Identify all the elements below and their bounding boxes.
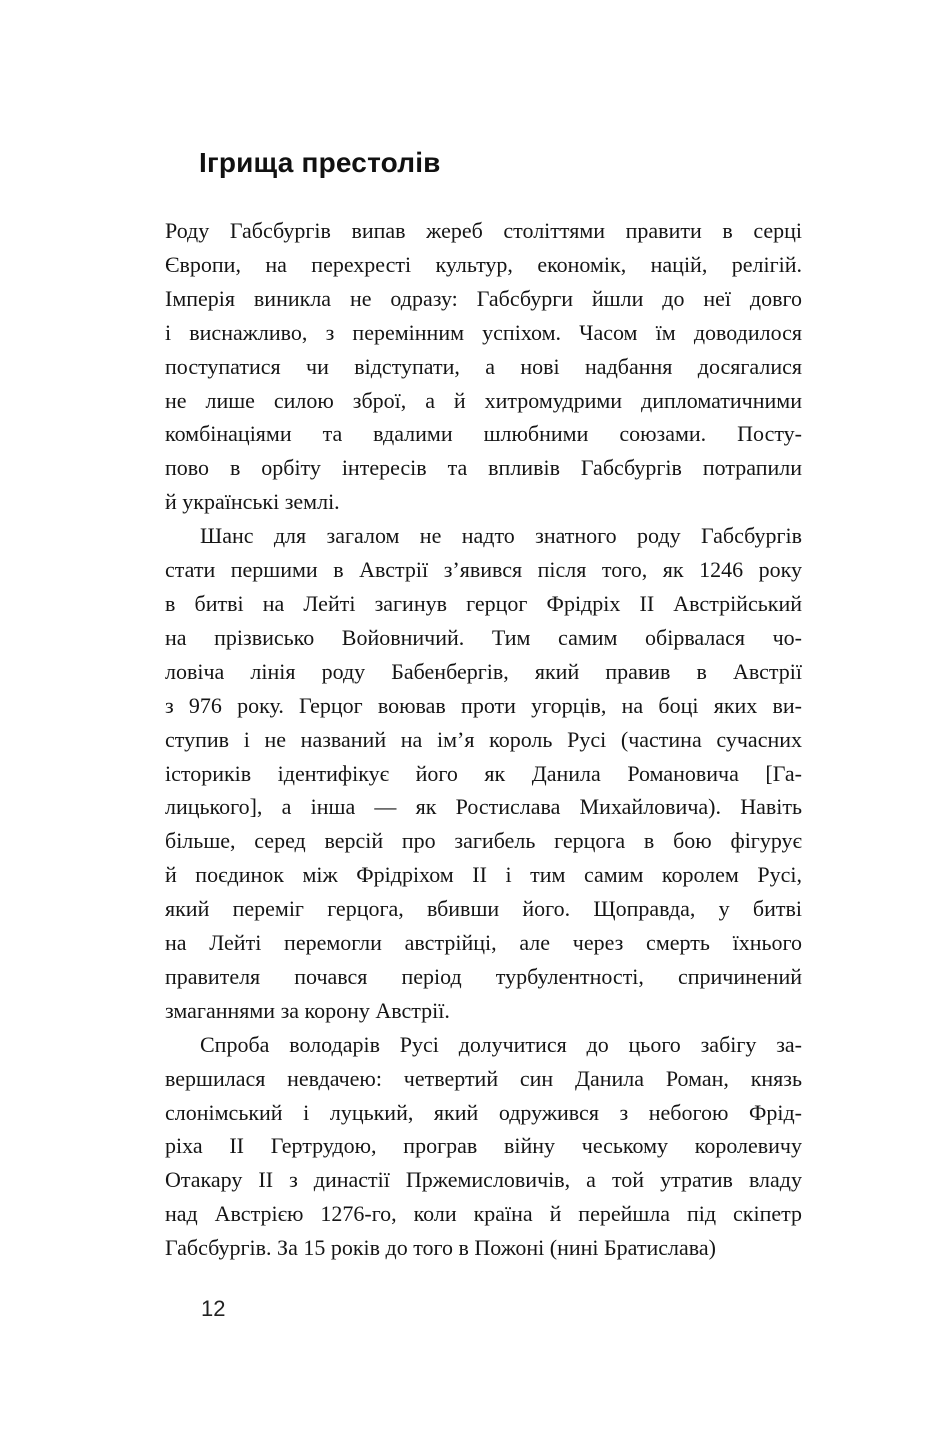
- text-line: з 976 року. Герцог воював проти угорців, на боці яких ви-: [165, 692, 802, 718]
- text-line: й поєдинок між Фрідріхом II і тим самим королем Русі,: [165, 862, 802, 888]
- text-line: стати першими в Австрії з’явився після того, як 1246 року: [165, 557, 802, 583]
- text-line: Габсбургів. За 15 років до того в Пожоні (нині Братислава): [165, 1235, 716, 1261]
- text-line: й українські землі.: [165, 489, 340, 515]
- text-line: Імперія виникла не одразу: Габсбурги йшли до неї довго: [165, 285, 802, 311]
- text-line: і виснажливо, з перемінним успіхом. Часом їм доводилося: [165, 319, 802, 345]
- text-line: слонімський і луцький, який одружився з небогою Фрід-: [165, 1099, 802, 1125]
- text-line: пово в орбіту інтересів та впливів Габсбургів потрапили: [165, 455, 802, 481]
- text-line: поступатися чи відступати, а нові надбання досягалися: [165, 353, 802, 379]
- text-line: ріха II Гертрудою, програв війну чеському королевичу: [165, 1133, 802, 1159]
- text-line: правителя почався період турбулентності, спричинений: [165, 963, 802, 989]
- text-line: на прізвисько Войовничий. Тим самим обірвалася чо-: [165, 624, 802, 650]
- text-line: більше, серед версій про загибель герцога в бою фігурує: [165, 828, 802, 854]
- page-number: 12: [201, 1296, 226, 1321]
- text-line: в битві на Лейті загинув герцог Фрідріх II Австрійський: [165, 590, 802, 616]
- text-line: Спроба володарів Русі долучитися до цього забігу за-: [200, 1031, 802, 1057]
- body-text: [165, 214, 802, 1265]
- text-line: вершилася невдачею: четвертий син Данила Роман, князь: [165, 1065, 802, 1091]
- text-line: ловіча лінія роду Бабенбергів, який правив в Австрії: [165, 658, 802, 684]
- text-line: Отакару II з династії Пржемисловичів, а той утратив владу: [165, 1167, 802, 1193]
- text-line: комбінаціями та вдалими шлюбними союзами. Посту-: [165, 421, 802, 447]
- text-line: змаганнями за корону Австрії.: [165, 997, 450, 1023]
- text-line: на Лейті перемогли австрійці, але через смерть їхнього: [165, 930, 802, 956]
- paragraph: [165, 1028, 802, 1265]
- text-line: Європи, на перехресті культур, економік, націй, релігій.: [165, 251, 802, 277]
- text-line: над Австрією 1276-го, коли країна й перейшла під скіпетр: [165, 1201, 802, 1227]
- paragraph: [165, 519, 802, 1028]
- text-line: ступив і не названий на ім’я король Русі (частина сучасних: [165, 726, 802, 752]
- text-line: не лише силою зброї, а й хитромудрими дипломатичними: [165, 387, 802, 413]
- text-line: який переміг герцога, вбивши його. Щоправда, у битві: [165, 896, 802, 922]
- chapter-heading: Ігрища престолів: [199, 147, 441, 178]
- text-line: лицького], а інша — як Ростислава Михайловича). Навіть: [165, 794, 802, 820]
- text-line: Роду Габсбургів випав жереб століттями правити в серці: [165, 218, 802, 243]
- paragraph: [165, 214, 802, 519]
- text-line: Шанс для загалом не надто знатного роду Габсбургів: [200, 523, 802, 549]
- text-line: істориків ідентифікує його як Данила Романовича [Га-: [165, 760, 802, 786]
